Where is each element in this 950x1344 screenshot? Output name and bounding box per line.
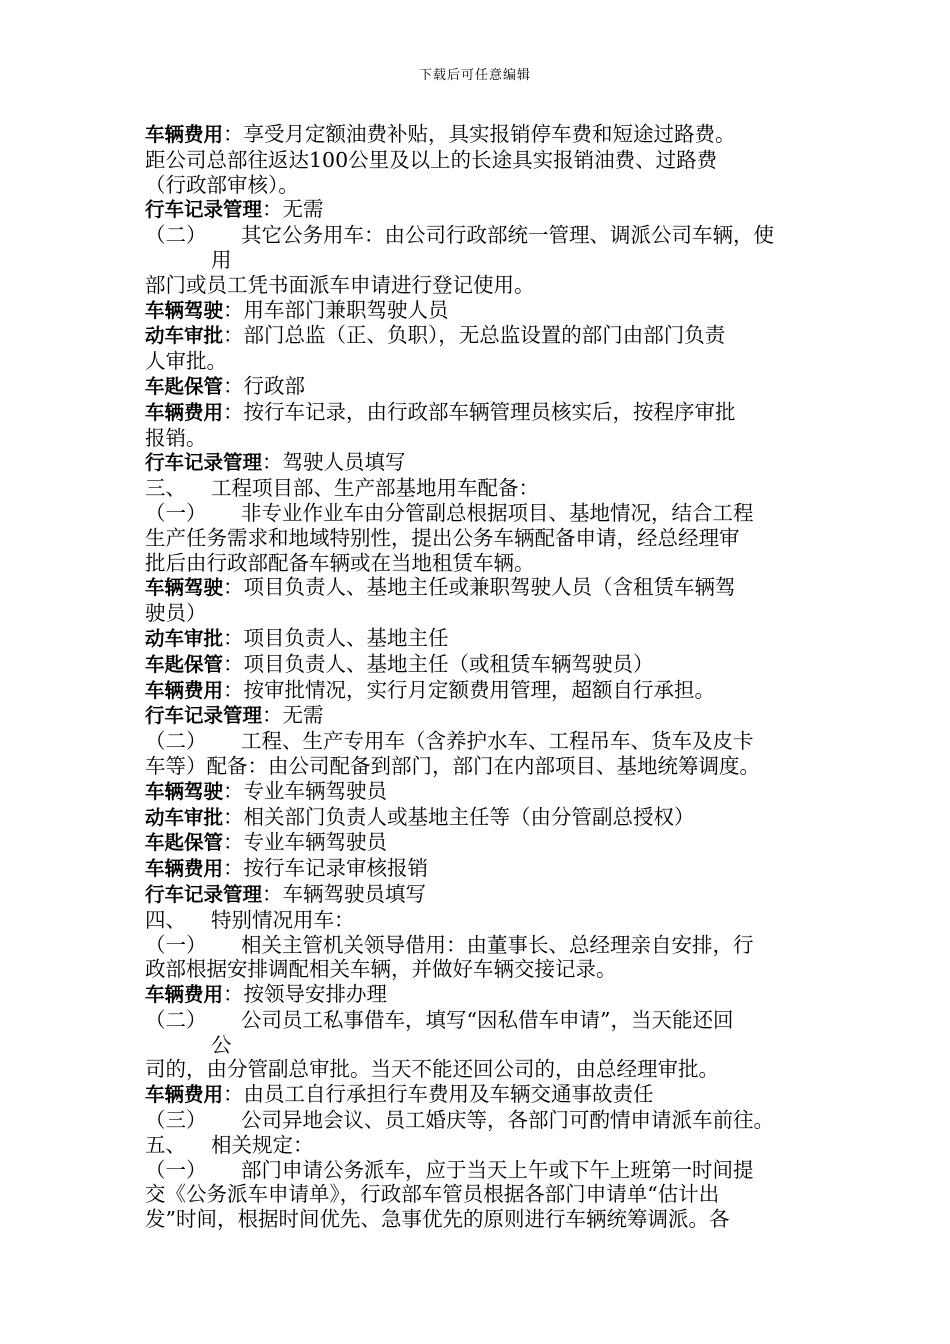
field-separator: ：: [223, 830, 244, 855]
field-value: 由员工自行承担行车费用及车辆交通事故责任: [243, 1082, 654, 1107]
field-value: 项目负责人、基地主任或兼职驾驶人员（含租赁车辆驾: [243, 575, 736, 600]
text-line: [145, 551, 813, 576]
text-line: [145, 652, 813, 678]
field-label: 车匙保管: [145, 374, 224, 398]
paragraph-text: 交《公务派车申请单》，行政部车管员根据各部门申请单“估计出: [145, 1182, 720, 1207]
text-line: [145, 1082, 813, 1108]
section-title: 相关规定：: [211, 1132, 314, 1157]
wrapped-text: 公: [211, 1032, 232, 1057]
field-value: 项目负责人、基地主任（或租赁车辆驾驶员）: [243, 651, 654, 676]
text-line: [145, 273, 813, 298]
text-line: [145, 122, 813, 148]
item-text: 工程、生产专用车（含养护水车、工程吊车、货车及皮卡: [241, 729, 754, 754]
field-label: 行车记录管理: [145, 451, 263, 475]
field-separator: ：: [262, 703, 283, 728]
paragraph-text: 发”时间，根据时间优先、急事优先的原则进行车辆统筹调派。各: [145, 1207, 730, 1232]
field-separator: ：: [223, 297, 244, 322]
field-value: 行政部: [243, 373, 306, 398]
item-text: 部门申请公务派车，应于当天上午或下午上班第一时间提: [241, 1157, 754, 1182]
text-line: [145, 223, 813, 248]
text-line: [145, 805, 813, 831]
text-line: [145, 501, 813, 526]
field-separator: ：: [223, 399, 244, 424]
text-line: [145, 173, 813, 198]
field-value: 相关部门负责人或基地主任等（由分管副总授权）: [243, 804, 695, 829]
text-line: [145, 349, 813, 374]
field-label: 车辆费用: [145, 400, 224, 424]
field-separator: ：: [223, 575, 244, 600]
text-line: [145, 374, 813, 400]
text-line: [145, 426, 813, 451]
item-number: （二）: [145, 1007, 207, 1032]
text-line: [145, 856, 813, 882]
item-text: 公司员工私事借车，填写“因私借车申请”，当天能还回: [241, 1007, 734, 1032]
text-line: [145, 197, 813, 223]
section-number: 三、: [145, 476, 186, 501]
item-number: （一）: [145, 1157, 207, 1182]
document-body: [145, 122, 813, 1232]
field-separator: ：: [223, 373, 244, 398]
field-value: 享受月定额油费补贴，具实报销停车费和短途过路费。: [243, 122, 736, 146]
paragraph-text: 部门或员工凭书面派车申请进行登记使用。: [145, 272, 535, 297]
item-text: 非专业作业车由分管副总根据项目、基地情况，结合工程: [241, 500, 754, 525]
text-line: [145, 1133, 813, 1158]
field-label: 车辆费用: [145, 983, 224, 1007]
field-separator: ：: [223, 804, 244, 829]
item-text: 相关主管机关领导借用：由董事长、总经理亲自安排，行: [241, 932, 754, 957]
text-line: [145, 779, 813, 805]
field-separator: ：: [223, 856, 244, 881]
text-line: [145, 982, 813, 1008]
field-value: 项目负责人、基地主任: [243, 625, 449, 650]
field-separator: ：: [223, 778, 244, 803]
text-line: [145, 729, 813, 754]
field-label: 车辆驾驶: [145, 298, 224, 322]
field-value: 按审批情况，实行月定额费用管理，超额自行承担。: [243, 677, 716, 702]
field-value: 驾驶人员填写: [282, 450, 406, 475]
text-line: [145, 678, 813, 704]
field-label: 动车审批: [145, 805, 224, 829]
text-line: [145, 323, 813, 349]
section-title: 特别情况用车：: [211, 907, 355, 932]
field-value: 专业车辆驾驶员: [243, 778, 388, 803]
text-line: [145, 1057, 813, 1082]
item-text: 其它公务用车：由公司行政部统一管理、调派公司车辆，使: [241, 223, 774, 248]
field-separator: ：: [223, 982, 244, 1007]
text-line: [145, 626, 813, 652]
field-separator: ：: [262, 450, 283, 475]
paragraph-text: 驶员）: [145, 601, 207, 626]
text-line: [145, 248, 813, 273]
text-line: [145, 476, 813, 501]
field-separator: ：: [223, 1082, 244, 1107]
wrapped-text: 用: [211, 247, 232, 272]
paragraph-text: 报销。: [145, 425, 207, 450]
field-value: 专业车辆驾驶员: [243, 830, 388, 855]
text-line: [145, 148, 813, 173]
text-line: [145, 601, 813, 626]
text-line: [145, 882, 813, 908]
page-header: 下载后可任意编辑: [418, 68, 531, 83]
item-text: 公司异地会议、员工婚庆等，各部门可酌情申请派车前往。: [241, 1108, 774, 1133]
text-line: [145, 933, 813, 958]
field-separator: ：: [262, 881, 283, 906]
text-line: [145, 1182, 813, 1207]
paragraph-text: 批后由行政部配备车辆或在当地租赁车辆。: [145, 550, 535, 575]
field-value: 无需: [282, 703, 324, 728]
text-line: [145, 703, 813, 729]
field-label: 行车记录管理: [145, 882, 263, 906]
field-value: 无需: [282, 197, 324, 222]
item-number: （二）: [145, 729, 207, 754]
text-line: [145, 957, 813, 982]
paragraph-text: 政部根据安排调配相关车辆，并做好车辆交接记录。: [145, 957, 617, 982]
item-number: （一）: [145, 932, 207, 957]
paragraph-text: 人审批。: [145, 349, 227, 374]
field-label: 车辆费用: [145, 678, 224, 702]
field-value: 按行车记录审核报销: [243, 856, 429, 881]
field-label: 车匙保管: [145, 831, 224, 855]
field-label: 车匙保管: [145, 652, 224, 676]
field-value: 用车部门兼职驾驶人员: [243, 297, 449, 322]
field-separator: ：: [262, 197, 283, 222]
text-line: [145, 526, 813, 551]
text-line: [145, 1108, 813, 1133]
text-line: [145, 1207, 813, 1232]
paragraph-text: 距公司总部往返达100公里及以上的长途具实报销油费、过路费: [145, 147, 718, 172]
field-value: 按领导安排办理: [243, 982, 388, 1007]
text-line: [145, 575, 813, 601]
item-number: （三）: [145, 1108, 207, 1133]
field-label: 车辆驾驶: [145, 576, 224, 600]
text-line: [145, 908, 813, 933]
field-label: 车辆驾驶: [145, 779, 224, 803]
field-value: 按行车记录，由行政部车辆管理员核实后，按程序审批: [243, 399, 736, 424]
field-label: 车辆费用: [145, 857, 224, 881]
text-line: [145, 1158, 813, 1183]
text-line: [145, 754, 813, 779]
paragraph-text: （行政部审核）。: [145, 172, 299, 197]
field-label: 行车记录管理: [145, 704, 263, 728]
paragraph-text: 司的，由分管副总审批。当天不能还回公司的，由总经理审批。: [145, 1057, 719, 1082]
field-label: 车辆费用: [145, 123, 224, 146]
field-label: 车辆费用: [145, 1083, 224, 1107]
section-number: 五、: [145, 1132, 186, 1157]
field-separator: ：: [223, 677, 244, 702]
paragraph-text: 车等）配备：由公司配备到部门，部门在内部项目、基地统筹调度。: [145, 753, 760, 778]
item-number: （一）: [145, 500, 207, 525]
item-number: （二）: [145, 223, 207, 248]
field-separator: ：: [223, 625, 244, 650]
text-line: [145, 1033, 813, 1058]
section-number: 四、: [145, 907, 186, 932]
field-label: 动车审批: [145, 626, 224, 650]
field-separator: ：: [223, 651, 244, 676]
field-value: 部门总监（正、负职），无总监设置的部门由部门负责: [243, 323, 726, 348]
field-separator: ：: [223, 122, 244, 146]
text-line: [145, 450, 813, 476]
field-label: 行车记录管理: [145, 198, 263, 222]
section-title: 工程项目部、生产部基地用车配备：: [211, 476, 539, 501]
field-label: 动车审批: [145, 324, 224, 348]
field-value: 车辆驾驶员填写: [282, 881, 427, 906]
text-line: [145, 1008, 813, 1033]
text-line: [145, 400, 813, 426]
text-line: [145, 830, 813, 856]
text-line: [145, 298, 813, 324]
field-separator: ：: [223, 323, 244, 348]
paragraph-text: 生产任务需求和地域特别性，提出公务车辆配备申请，经总经理审: [145, 525, 740, 550]
